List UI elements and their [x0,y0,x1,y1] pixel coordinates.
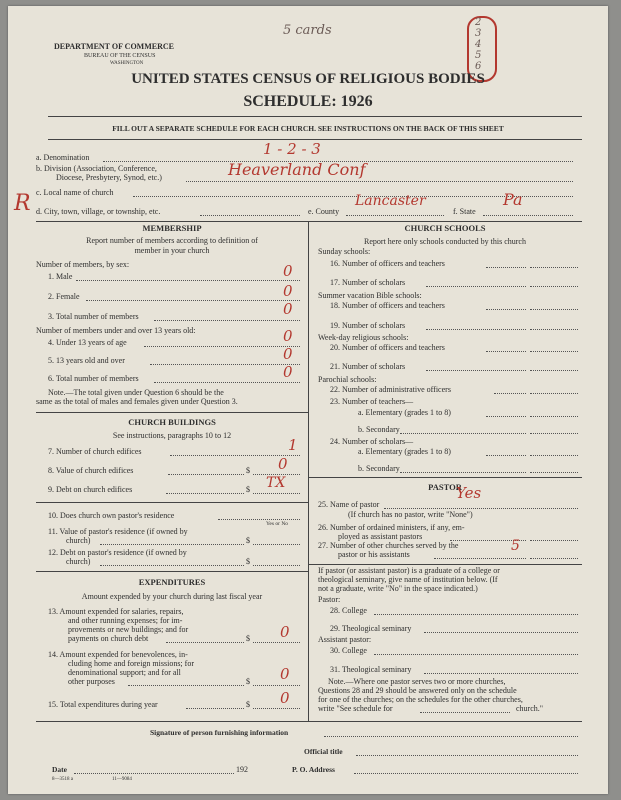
q17-leader [426,286,526,287]
q8-dollar: $ [246,466,250,475]
q11-dollar: $ [246,536,250,545]
q22-label: 22. Number of administrative officers [330,385,451,394]
q2-label: 2. Female [48,292,80,301]
q30-line [374,654,578,655]
q12-label-2: church) [66,557,91,566]
membership-intro-2: member in your church [134,246,210,255]
pastor-sublabel: Pastor: [318,595,341,604]
census-form-page [8,6,608,794]
q3-value: 0 [283,300,293,318]
q31-line [424,673,578,674]
sections-top-rule [36,221,582,222]
q18-label: 18. Number of officers and teachers [330,301,445,310]
q24b-label: b. Secondary [358,464,400,473]
parochial-label: Parochial schools: [318,375,377,384]
denomination-label: a. Denomination [36,153,90,162]
q6-label: 6. Total number of members [48,374,139,383]
q8-value: 0 [278,455,288,473]
q13-label-3: provements or new buildings; and for [68,625,189,634]
city-line [200,215,300,216]
department-label: DEPARTMENT OF COMMERCE [54,42,175,51]
q14-label-4: other purposes [68,677,115,686]
q13-value: 0 [280,623,290,641]
division-value: Heaverland Conf [228,160,366,179]
handwritten-top-note: 5 cards [283,23,332,38]
membership-bottom-rule [36,412,308,413]
county-line [346,215,444,216]
card-number-5: 6 [475,61,482,72]
weekday-label: Week-day religious schools: [318,333,409,342]
q16-leader [486,267,526,268]
q17-line [530,286,578,287]
q20-leader [486,351,526,352]
division-label: b. Division (Association, Conference, [36,164,157,173]
po-address-label: P. O. Address [292,765,335,774]
q23a-leader [486,416,526,417]
q5-value: 0 [283,345,293,363]
q27-line [530,558,578,559]
q15-label: 15. Total expenditures during year [48,700,158,709]
q15-value: 0 [280,689,290,707]
q13-label-4: payments on church debt [68,634,149,643]
sections-bottom-rule [36,721,582,722]
bureau-label: BUREAU OF THE CENSUS [84,53,156,59]
q2-value: 0 [283,282,293,300]
q15-line [253,708,300,709]
q9-value: TX [266,475,286,491]
age-intro-label: Number of members under and over 13 years old: [36,326,196,335]
q11-label-2: church) [66,536,91,545]
q14-dollar: $ [246,677,250,686]
q23b-leader [400,433,526,434]
pastor-note-1: Note.—Where one pastor serves two or more churches, [328,677,506,686]
q26-label-2: ployed as assistant pastors [338,532,423,541]
q24b-leader [400,472,526,473]
church-name-label: c. Local name of church [36,188,114,197]
q14-label-2: cluding home and foreign missions; for [68,659,194,668]
q26-line [530,540,578,541]
division-line [186,181,573,182]
signature-line [324,736,578,737]
pastor-mid-rule [308,564,582,565]
schedule-title: SCHEDULE: 1926 [243,93,373,110]
q23b-label: b. Secondary [358,425,400,434]
membership-intro-1: Report number of members according to definition of [86,236,258,245]
buildings-mid-rule [36,502,308,503]
buildings-heading: CHURCH BUILDINGS [128,417,216,427]
year-label: 192 [236,765,248,774]
column-divider [308,221,309,721]
form-code-1: 8—3518 a [52,777,73,782]
q14-value: 0 [280,665,290,683]
q27-label: 27. Number of other churches served by the [318,541,459,550]
q15-dollar: $ [246,700,250,709]
buildings-intro: See instructions, paragraphs 10 to 12 [112,431,232,440]
q5-label: 5. 13 years old and over [48,356,125,365]
q19-leader [426,329,526,330]
q5-line [150,364,300,365]
q21-leader [426,370,526,371]
q18-leader [486,309,526,310]
schools-heading: CHURCH SCHOOLS [404,223,486,233]
q22-line [530,393,578,394]
pastor-heading: PASTOR [428,482,462,492]
q17-label: 17. Number of scholars [330,278,406,287]
pastor-note-4: write "See schedule for [318,704,393,713]
q24-label: 24. Number of scholars— [330,437,414,446]
card-number-1: 2 [475,17,482,28]
q4-line [144,346,300,347]
q13-dollar: $ [246,634,250,643]
q28-line [374,614,578,615]
form-code-2: 11—9084 [112,777,132,782]
q9-dollar: $ [246,485,250,494]
q25-label: 25. Name of pastor [318,500,380,509]
po-address-line [354,773,578,774]
q8-leader [168,474,244,475]
pastor-note-3: for one of the churches; on the schedules for the other churches, [318,695,523,704]
q29-label: 29. Theological seminary [330,624,412,633]
grad-note-2: theological seminary, give name of institution below. (If [318,575,498,584]
q4-value: 0 [283,327,293,345]
header-rule-top [48,116,582,117]
q25-line [384,508,578,509]
official-title-label: Official title [304,747,343,756]
q23b-line [530,433,578,434]
q12-line [253,565,300,566]
q6-value: 0 [283,363,293,381]
q12-label: 12. Debt on pastor's residence (if owned by [48,548,187,557]
q6-line [154,382,300,383]
q10-line [218,519,300,520]
q24a-leader [486,455,526,456]
q1-line [76,280,300,281]
q21-line [530,370,578,371]
q22-leader [494,393,526,394]
sunday-label: Sunday schools: [318,247,371,256]
q8-label: 8. Value of church edifices [48,466,134,475]
division-label-2: Diocese, Presbytery, Synod, etc.) [56,173,162,182]
q24a-label: a. Elementary (grades 1 to 8) [358,447,451,456]
q26-label: 26. Number of ordained ministers, if any, em- [318,523,465,532]
state-label: f. State [453,207,476,216]
q24a-line [530,455,578,456]
q21-label: 21. Number of scholars [330,362,406,371]
q12-dollar: $ [246,557,250,566]
q3-label: 3. Total number of members [48,312,139,321]
schools-intro: Report here only schools conducted by this church [364,237,526,246]
q30-label: 30. College [330,646,367,655]
instruction-banner: FILL OUT A SEPARATE SCHEDULE FOR EACH CHURCH. SEE INSTRUCTIONS ON THE BACK OF THIS SHEET [112,124,504,133]
q1-value: 0 [283,262,293,280]
expenditures-heading: EXPENDITURES [138,577,206,587]
pastor-note-2: Questions 28 and 29 should be answered only on the schedule [318,686,517,695]
q13-label: 13. Amount expended for salaries, repairs, [48,607,184,616]
q13-leader [166,642,244,643]
q19-label: 19. Number of scholars [330,321,406,330]
q23-label: 23. Number of teachers— [330,397,414,406]
q11-label: 11. Value of pastor's residence (if owned by [48,527,188,536]
county-label: e. County [308,207,340,216]
q1-label: 1. Male [48,272,73,281]
date-line [74,773,234,774]
q31-label: 31. Theological seminary [330,665,412,674]
q28-label: 28. College [330,606,367,615]
pastor-note-line [420,712,510,713]
q12-leader [100,565,244,566]
buildings-bottom-rule [36,571,308,572]
q14-label-3: denominational support; and for all [68,668,181,677]
card-number-3: 4 [475,39,482,50]
q4-label: 4. Under 13 years of age [48,338,127,347]
q27-leader [434,558,526,559]
q9-leader [166,493,244,494]
official-title-line [356,755,578,756]
form-title: UNITED STATES CENSUS OF RELIGIOUS BODIES [131,71,485,87]
city-label-field: d. City, town, village, or township, etc. [36,207,161,216]
expenditures-intro: Amount expended by your church during last fiscal year [81,592,263,601]
state-line [483,215,573,216]
grad-note-3: not a graduate, write "No" in the space indicated.) [318,584,478,593]
q24b-line [530,472,578,473]
q13-label-2: and other running expenses; for im- [68,616,183,625]
q25-value: Yes [456,484,482,502]
q20-line [530,351,578,352]
membership-note-1: Note.—The total given under Question 6 should be the [48,388,224,397]
q7-label: 7. Number of church edifices [48,447,142,456]
pastor-note-4b: church." [516,704,544,713]
q23a-label: a. Elementary (grades 1 to 8) [358,408,451,417]
date-label: Date [52,765,67,774]
q25-note: (If church has no pastor, write "None") [348,510,473,519]
schools-bottom-rule [308,477,582,478]
assistant-sublabel: Assistant pastor: [318,635,372,644]
members-by-sex-label: Number of members, by sex: [36,260,130,269]
q15-leader [186,708,244,709]
q7-value: 1 [288,436,298,454]
grad-note-1: If pastor (or assistant pastor) is a graduate of a college or [318,566,500,575]
q18-line [530,309,578,310]
vacation-label: Summer vacation Bible schools: [318,291,422,300]
q14-label: 14. Amount expended for benevolences, in- [48,650,188,659]
q2-line [86,300,300,301]
q3-line [154,320,300,321]
membership-heading: MEMBERSHIP [142,223,202,233]
membership-note-2: same as the total of males and females given under Question 3. [36,397,238,406]
denomination-value: 1 - 2 - 3 [263,140,321,158]
q10-label: 10. Does church own pastor's residence [48,511,175,520]
q11-leader [100,544,244,545]
q9-line [253,493,300,494]
q16-line [530,267,578,268]
city-label: WASHINGTON [110,61,144,66]
q23a-line [530,416,578,417]
yes-no-hint: Yes or No [266,521,289,527]
q14-line [253,685,300,686]
q16-label: 16. Number of officers and teachers [330,259,445,268]
state-value: Pa [503,190,523,209]
q13-line [253,642,300,643]
margin-mark: R [14,191,31,216]
card-number-4: 5 [475,50,482,61]
county-value: Lancaster [355,193,426,209]
signature-label: Signature of person furnishing information [150,728,289,737]
card-number-2: 3 [475,28,482,39]
q29-line [424,632,578,633]
q11-line [253,544,300,545]
q14-leader [128,685,244,686]
q27-label-2: pastor or his assistants [338,550,410,559]
q9-label: 9. Debt on church edifices [48,485,133,494]
q19-line [530,329,578,330]
q27-value: 5 [511,538,520,554]
q20-label: 20. Number of officers and teachers [330,343,445,352]
